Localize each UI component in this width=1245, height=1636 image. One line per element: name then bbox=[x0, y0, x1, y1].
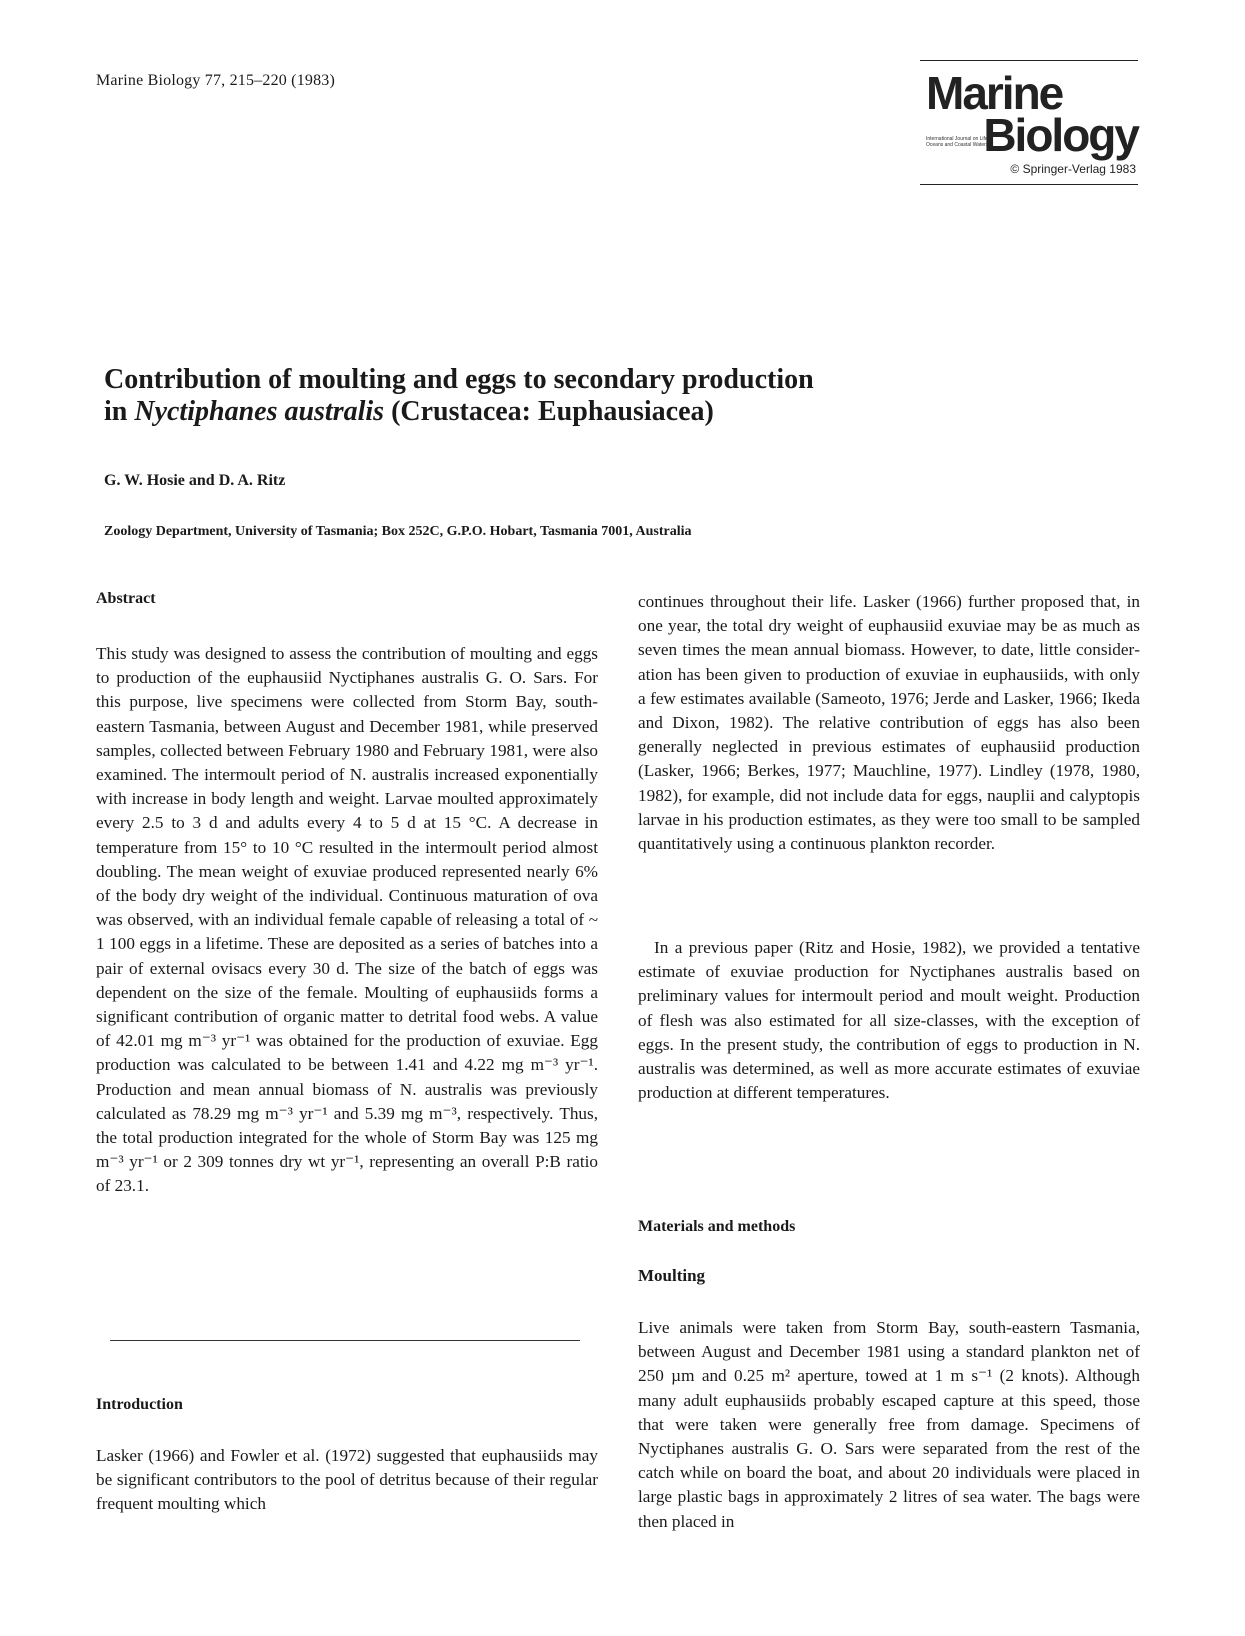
moulting-subheading: Moulting bbox=[638, 1266, 706, 1285]
abstract-heading: Abstract bbox=[96, 590, 156, 607]
logo-top-rule bbox=[920, 60, 1138, 61]
affiliation: Zoology Department, University of Tasmania; Box 252C, G.P.O. Hobart, Tasmania 7001, Australia bbox=[104, 524, 692, 539]
moulting-text: Live animals were taken from Storm Bay, south-eastern Tasmania, between August and December 1981 using a standard plankton net of 250 µm and 0.25 m² aperture, towed at 1 m s⁻¹ (2 knots). Although many adult euphausiids probably escaped capture at this speed, those that were taken were generally free from damage. Specimens of Nyctiphanes australis G. O. Sars were separated from the rest of the catch while on board the boat, and about 20 individuals were placed in large plastic bags in approximately 2 litres of sea water. The bags were then placed in bbox=[638, 1318, 1140, 1531]
logo-biology-text: Biology bbox=[983, 109, 1138, 161]
logo-tagline: International Journal on Life in Oceans and Coastal Waters bbox=[926, 136, 993, 148]
abstract-divider bbox=[110, 1340, 580, 1341]
journal-citation: Marine Biology 77, 215–220 (1983) bbox=[96, 72, 336, 89]
methods-heading: Materials and methods bbox=[638, 1218, 796, 1235]
introduction-heading: Introduction bbox=[96, 1396, 183, 1413]
title-line-1: Contribution of moulting and eggs to secondary production bbox=[104, 364, 814, 395]
title-prefix: in bbox=[104, 396, 135, 427]
logo-copyright: © Springer-Verlag 1983 bbox=[1010, 162, 1136, 176]
title-line-2 bbox=[104, 396, 1004, 428]
logo-bottom-rule bbox=[920, 184, 1138, 185]
introduction-text: Lasker (1966) and Fowler et al. (1972) suggested that euphausiids may be significant contributors to the pool of detritus because of their regular frequent moulting which bbox=[96, 1446, 598, 1514]
title-suffix: (Crustacea: Euphausiacea) bbox=[384, 396, 714, 427]
authors: G. W. Hosie and D. A. Ritz bbox=[104, 472, 286, 489]
introduction-paragraph-2: In a previous paper (Ritz and Hosie, 1982), we provided a tentative estimate of exuviae production for Nyctiphanes australis based on preliminary values for intermoult period and moult weight. Production of flesh was also estimated for all size-classes, with the exception of eggs. In the present study, the contribution of eggs to production in N. australis was determined, as well as more accurate estimates of exuviae production at different temperatures. bbox=[638, 938, 1140, 1103]
introduction-continued-text: continues throughout their life. Lasker (1966) further proposed that, in one year, the total dry weight of euphausiid exuviae may be as much as seven times the mean annual biomass. However, to date, little consideration has been given to production of exuviae in euphausiids, with only a few estimates available (Sameoto, 1976; Jerde and Lasker, 1966; Ikeda and Dixon, 1982). The relative contribution of eggs has also been generally neglected in previous estimates of euphausiid production (Lasker, 1966; Berkes, 1977; Mauchline, 1977). Lindley (1978, 1980, 1982), for example, did not include data for eggs, nauplii and calyptopis larvae in his production estimates, as they were too small to be sampled quantitatively using a continuous plankton recorder. bbox=[638, 592, 1140, 854]
article-title bbox=[104, 364, 1004, 428]
journal-logo bbox=[920, 60, 1138, 188]
abstract-text: This study was designed to assess the contribution of moulting and eggs to production of the euphausiid Nyctiphanes australis G. O. Sars. For this purpose, live specimens were collected from Storm Bay, south-eastern Tasmania, between August and December 1981, while preserved samples, collected between February 1980 and February 1981, were also examined. The intermoult period of N. australis increased exponentially with increase in body length and weight. Larvae moulted approximately every 2.5 to 3 d and adults every 4 to 5 d at 15 °C. A decrease in temperature from 15° to 10 °C resulted in the intermoult period almost doubling. The mean weight of exuviae produced represented nearly 6% of the body dry weight of the individual. Continuous maturation of ova was observed, with an individual female capable of releasing a total of ~ 1 100 eggs in a lifetime. These are deposited as a series of batches into a pair of external ovisacs every 30 d. The size of the batch of eggs was dependent on the size of the female. Moulting of euphausiids forms a significant contribution of organic matter to detrital food webs. A value of 42.01 mg m⁻³ yr⁻¹ was obtained for the production of exuviae. Egg production was calculated to be between 1.41 and 4.22 mg m⁻³ yr⁻¹. Production and mean annual biomass of N. australis was previously calculated as 78.29 mg m⁻³ yr⁻¹ and 5.39 mg m⁻³, respectively. Thus, the total production integrated for the whole of Storm Bay was 125 mg m⁻³ yr⁻¹ or 2 309 tonnes dry wt yr⁻¹, representing an overall P:B ratio of 23.1. bbox=[96, 644, 598, 1196]
logo-marine-text: Marine bbox=[926, 67, 1063, 119]
title-species: Nyctiphanes australis bbox=[134, 396, 385, 427]
